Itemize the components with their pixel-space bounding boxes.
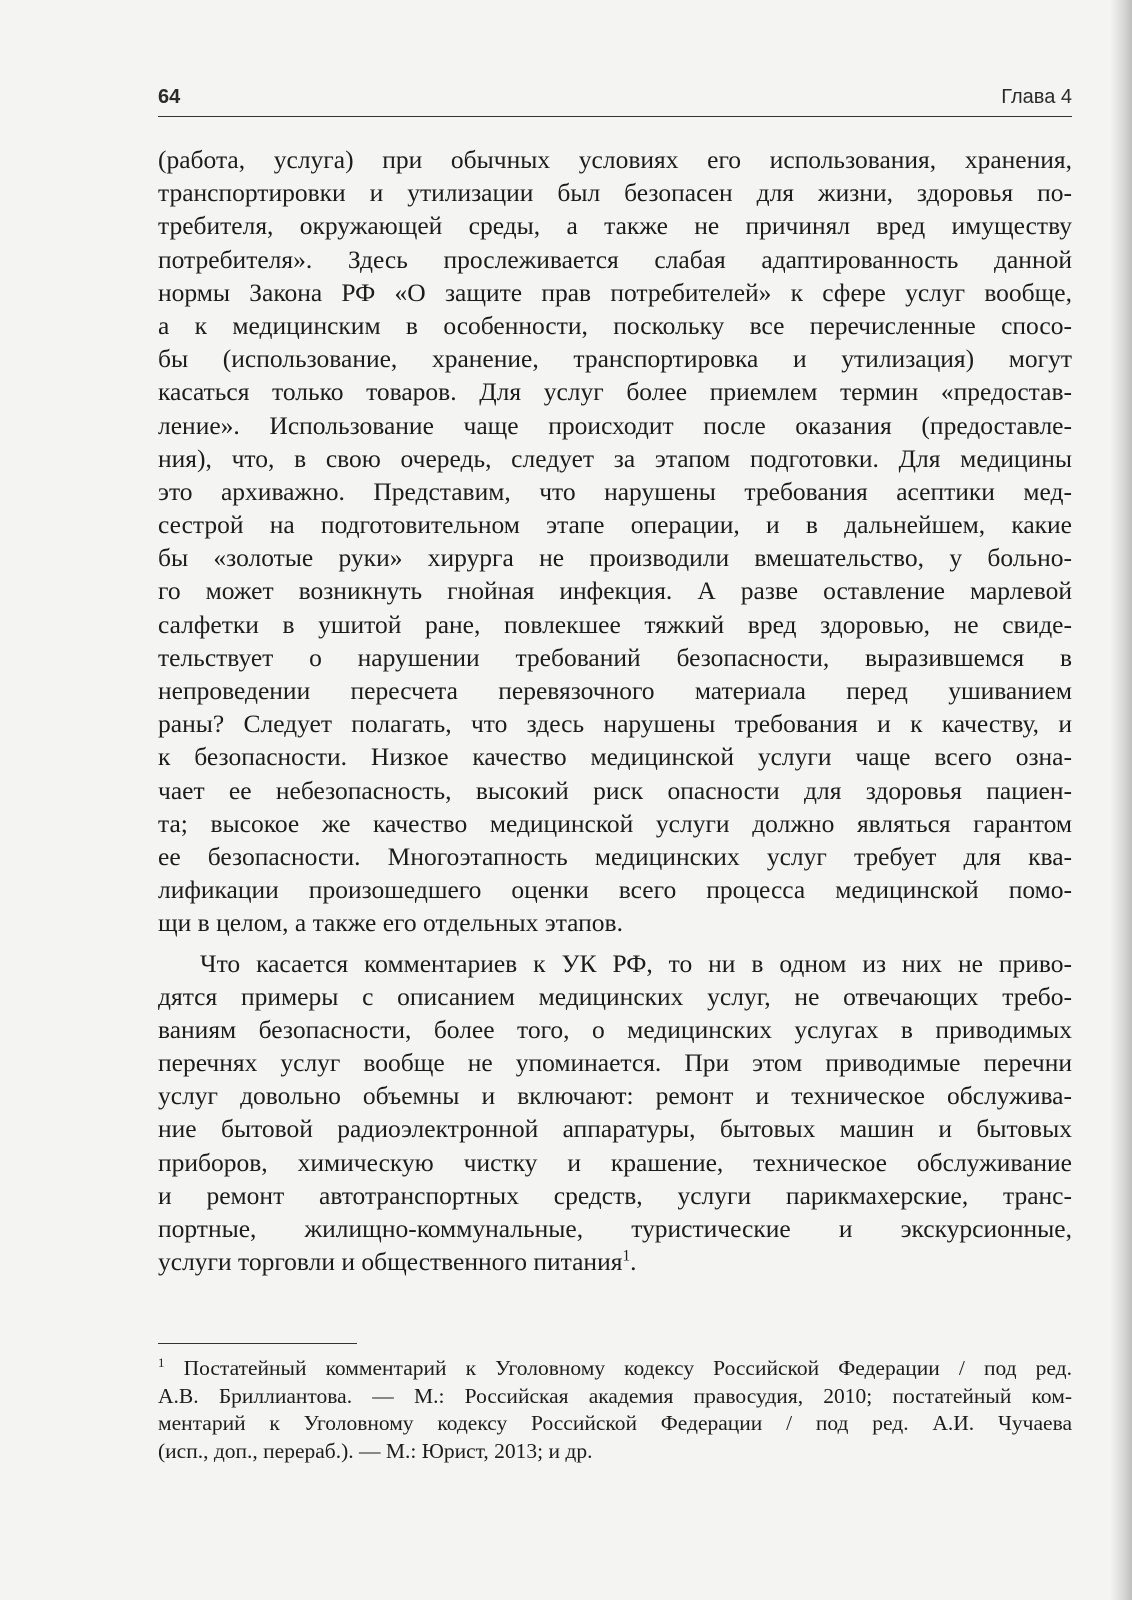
text-line: услуг довольно объемны и включают: ремонт и техническое обслужива- bbox=[158, 1081, 1072, 1111]
text-line: ние бытовой радиоэлектронной аппаратуры, бытовых машин и бытовых bbox=[158, 1114, 1072, 1144]
text-line: тельствует о нарушении требований безопасности, выразившемся в bbox=[158, 642, 1072, 672]
text-line: ваниям безопасности, более того, о медицинских услугах в приводимых bbox=[158, 1014, 1072, 1044]
footnote-marker: 1 bbox=[158, 1355, 165, 1370]
text-line: это архиважно. Представим, что нарушены требования асептики мед- bbox=[158, 476, 1072, 506]
text-line: щи в целом, а также его отдельных этапов. bbox=[158, 908, 623, 938]
text-line: ее безопасности. Многоэтапность медицинских услуг требует для ква- bbox=[158, 841, 1072, 871]
text-line: сестрой на подготовительном этапе операции, и в дальнейшем, какие bbox=[158, 510, 1072, 540]
text-line: к безопасности. Низкое качество медицинской услуги чаще всего озна- bbox=[158, 742, 1072, 772]
text-line: дятся примеры с описанием медицинских услуг, не отвечающих требо- bbox=[158, 981, 1072, 1011]
text-line: лификации произошедшего оценки всего процесса медицинской помо- bbox=[158, 875, 1072, 905]
footnote-line: А.В. Бриллиантова. — М.: Российская академия правосудия, 2010; постатейный ком- bbox=[158, 1383, 1072, 1408]
text-line: ния), что, в свою очередь, следует за этапом подготовки. Для медицины bbox=[158, 443, 1072, 473]
body-text bbox=[158, 143, 1072, 1278]
text-line: касаться только товаров. Для услуг более приемлем термин «предостав- bbox=[158, 377, 1072, 407]
footnote-line: ментарий к Уголовному кодексу Российской Федерации / под ред. А.И. Чучаева bbox=[158, 1411, 1072, 1436]
text-line: бы (использование, хранение, транспортировка и утилизация) могут bbox=[158, 344, 1072, 374]
text-line: (работа, услуга) при обычных условиях его использования, хранения, bbox=[158, 145, 1072, 174]
page-number: 64 bbox=[158, 86, 181, 108]
text-line: чает ее небезопасность, высокий риск опасности для здоровья пациен- bbox=[158, 775, 1072, 805]
paragraph-2 bbox=[158, 947, 1072, 1279]
scan-edge-shadow bbox=[1110, 0, 1132, 1600]
text-line: перечнях услуг вообще не упоминается. При этом приводимые перечни bbox=[158, 1048, 1072, 1078]
text-line: требителя, окружающей среды, а также не причинял вред имуществу bbox=[158, 211, 1072, 241]
text-line: Что касается комментариев к УК РФ, то ни в одном из них не приво- bbox=[200, 948, 1072, 978]
text-line: раны? Следует полагать, что здесь нарушены требования и к качеству, и bbox=[158, 709, 1072, 739]
text-line-final: услуги торговли и общественного питания$^1$. bbox=[158, 1247, 637, 1277]
text-line-content: услуги торговли и общественного питания bbox=[158, 1247, 623, 1277]
text-line: ление». Использование чаще происходит после оказания (предоставле- bbox=[158, 410, 1072, 440]
header-rule bbox=[158, 116, 1072, 117]
page-header bbox=[158, 86, 1072, 116]
running-head: Глава 4 bbox=[1001, 86, 1072, 108]
text-line: и ремонт автотранспортных средств, услуги парикмахерские, транс- bbox=[158, 1180, 1072, 1210]
paragraph-1 bbox=[158, 143, 1072, 940]
footnote-line-text: Постатейный комментарий к Уголовному кодексу Российской Федерации / под ред. bbox=[164, 1356, 1072, 1380]
text-line: портные, жилищно-коммунальные, туристические и экскурсионные, bbox=[158, 1214, 1072, 1243]
text-line: го может возникнуть гнойная инфекция. А разве оставление марлевой bbox=[158, 576, 1072, 606]
text-line: а к медицинским в особенности, поскольку все перечисленные спосо- bbox=[158, 310, 1072, 340]
text-line: та; высокое же качество медицинской услуги должно являться гарантом bbox=[158, 808, 1072, 838]
footnote bbox=[158, 1355, 1072, 1465]
text-line: транспортировки и утилизации был безопасен для жизни, здоровья по- bbox=[158, 178, 1072, 208]
text-line: потребителя». Здесь прослеживается слабая адаптированность данной bbox=[158, 244, 1072, 274]
text-line: непроведении пересчета перевязочного материала перед ушиванием bbox=[158, 676, 1072, 705]
text-line: салфетки в ушитой ране, повлекшее тяжкий вред здоровью, не свиде- bbox=[158, 609, 1072, 639]
text-line: бы «золотые руки» хирурга не производили вмешательство, у больно- bbox=[158, 543, 1072, 573]
footnote-rule bbox=[158, 1343, 357, 1344]
footnote-line: (исп., доп., перераб.). — М.: Юрист, 2013; и др. bbox=[158, 1438, 593, 1463]
text-line: приборов, химическую чистку и крашение, техническое обслуживание bbox=[158, 1147, 1072, 1177]
footnote-reference[interactable]: 1 bbox=[622, 1247, 631, 1265]
footnote-line bbox=[158, 1355, 1072, 1383]
text-line: нормы Закона РФ «О защите прав потребителей» к сфере услуг вообще, bbox=[158, 277, 1072, 307]
